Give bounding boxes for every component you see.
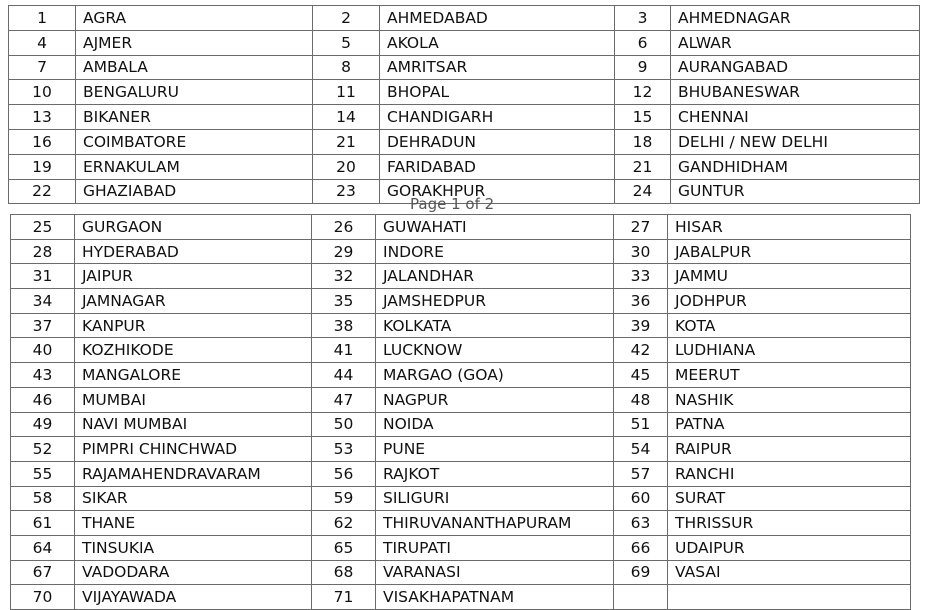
city-name: GUNTUR bbox=[671, 179, 920, 204]
page-break bbox=[0, 195, 925, 214]
table-row bbox=[11, 387, 911, 412]
table-row bbox=[9, 30, 920, 55]
city-table-top bbox=[8, 5, 920, 204]
city-number: 25 bbox=[11, 215, 75, 240]
city-name: CHANDIGARH bbox=[380, 105, 615, 130]
city-name: HISAR bbox=[668, 215, 911, 240]
table-row bbox=[11, 560, 911, 585]
city-number: 56 bbox=[312, 461, 376, 486]
city-name: JAMSHEDPUR bbox=[376, 289, 614, 314]
city-name: DELHI / NEW DELHI bbox=[671, 129, 920, 154]
city-number bbox=[614, 585, 668, 610]
city-number: 40 bbox=[11, 338, 75, 363]
city-name: NAGPUR bbox=[376, 387, 614, 412]
city-name: JAMNAGAR bbox=[75, 289, 312, 314]
city-name: LUDHIANA bbox=[668, 338, 911, 363]
table-row bbox=[11, 239, 911, 264]
city-name: KOZHIKODE bbox=[75, 338, 312, 363]
city-name: RANCHI bbox=[668, 461, 911, 486]
table-row bbox=[9, 129, 920, 154]
city-name: PATNA bbox=[668, 412, 911, 437]
city-name: BENGALURU bbox=[76, 80, 313, 105]
city-name: GURGAON bbox=[75, 215, 312, 240]
city-number: 71 bbox=[312, 585, 376, 610]
city-number: 66 bbox=[614, 535, 668, 560]
city-number: 35 bbox=[312, 289, 376, 314]
city-name: JAMMU bbox=[668, 264, 911, 289]
city-number: 52 bbox=[11, 437, 75, 462]
city-name: INDORE bbox=[376, 239, 614, 264]
city-number: 20 bbox=[313, 154, 380, 179]
city-number: 49 bbox=[11, 412, 75, 437]
table-row bbox=[9, 55, 920, 80]
city-name: VIJAYAWADA bbox=[75, 585, 312, 610]
city-number: 45 bbox=[614, 363, 668, 388]
city-number: 1 bbox=[9, 6, 76, 31]
city-number: 57 bbox=[614, 461, 668, 486]
city-name: THRISSUR bbox=[668, 511, 911, 536]
city-name: BIKANER bbox=[76, 105, 313, 130]
city-number: 50 bbox=[312, 412, 376, 437]
table-row bbox=[11, 511, 911, 536]
table-row bbox=[11, 535, 911, 560]
city-name: BHOPAL bbox=[380, 80, 615, 105]
city-number: 18 bbox=[615, 129, 671, 154]
city-name: MANGALORE bbox=[75, 363, 312, 388]
city-name: NAVI MUMBAI bbox=[75, 412, 312, 437]
city-number: 24 bbox=[615, 179, 671, 204]
city-number: 67 bbox=[11, 560, 75, 585]
city-name: RAJKOT bbox=[376, 461, 614, 486]
city-name: PUNE bbox=[376, 437, 614, 462]
table-row bbox=[11, 363, 911, 388]
city-name: DEHRADUN bbox=[380, 129, 615, 154]
city-name: HYDERABAD bbox=[75, 239, 312, 264]
city-number: 5 bbox=[313, 30, 380, 55]
table-row bbox=[11, 486, 911, 511]
city-number: 4 bbox=[9, 30, 76, 55]
city-name: BHUBANESWAR bbox=[671, 80, 920, 105]
city-number: 8 bbox=[313, 55, 380, 80]
city-name: CHENNAI bbox=[671, 105, 920, 130]
city-name: ERNAKULAM bbox=[76, 154, 313, 179]
city-name: AKOLA bbox=[380, 30, 615, 55]
city-name: GORAKHPUR bbox=[380, 179, 615, 204]
city-number: 19 bbox=[9, 154, 76, 179]
city-number: 30 bbox=[614, 239, 668, 264]
city-name: AURANGABAD bbox=[671, 55, 920, 80]
city-number: 27 bbox=[614, 215, 668, 240]
city-name: FARIDABAD bbox=[380, 154, 615, 179]
city-number: 58 bbox=[11, 486, 75, 511]
city-number: 59 bbox=[312, 486, 376, 511]
city-number: 36 bbox=[614, 289, 668, 314]
city-number: 37 bbox=[11, 313, 75, 338]
city-number: 3 bbox=[615, 6, 671, 31]
city-name: SILIGURI bbox=[376, 486, 614, 511]
table-row bbox=[11, 289, 911, 314]
city-number: 26 bbox=[312, 215, 376, 240]
city-name: MUMBAI bbox=[75, 387, 312, 412]
city-number: 14 bbox=[313, 105, 380, 130]
city-number: 34 bbox=[11, 289, 75, 314]
city-number: 69 bbox=[614, 560, 668, 585]
city-name: VADODARA bbox=[75, 560, 312, 585]
city-number: 32 bbox=[312, 264, 376, 289]
city-name: SURAT bbox=[668, 486, 911, 511]
city-number: 29 bbox=[312, 239, 376, 264]
city-number: 62 bbox=[312, 511, 376, 536]
city-name: KOLKATA bbox=[376, 313, 614, 338]
city-name: UDAIPUR bbox=[668, 535, 911, 560]
page-footer-fragment: Page 1 of 2 bbox=[410, 195, 495, 213]
table-row bbox=[11, 412, 911, 437]
city-number: 16 bbox=[9, 129, 76, 154]
city-name: RAJAMAHENDRAVARAM bbox=[75, 461, 312, 486]
city-number: 13 bbox=[9, 105, 76, 130]
city-number: 38 bbox=[312, 313, 376, 338]
city-name bbox=[668, 585, 911, 610]
city-name: GANDHIDHAM bbox=[671, 154, 920, 179]
city-number: 22 bbox=[9, 179, 76, 204]
city-name: THANE bbox=[75, 511, 312, 536]
city-number: 64 bbox=[11, 535, 75, 560]
city-number: 42 bbox=[614, 338, 668, 363]
city-name: NOIDA bbox=[376, 412, 614, 437]
city-number: 11 bbox=[313, 80, 380, 105]
city-number: 23 bbox=[313, 179, 380, 204]
city-number: 51 bbox=[614, 412, 668, 437]
city-name: LUCKNOW bbox=[376, 338, 614, 363]
city-name: SIKAR bbox=[75, 486, 312, 511]
table-row bbox=[11, 461, 911, 486]
city-number: 53 bbox=[312, 437, 376, 462]
city-number: 63 bbox=[614, 511, 668, 536]
table-row bbox=[11, 313, 911, 338]
table-row bbox=[11, 437, 911, 462]
city-name: GHAZIABAD bbox=[76, 179, 313, 204]
table-row bbox=[9, 154, 920, 179]
city-name: KOTA bbox=[668, 313, 911, 338]
city-number: 41 bbox=[312, 338, 376, 363]
city-number: 21 bbox=[615, 154, 671, 179]
city-name: TIRUPATI bbox=[376, 535, 614, 560]
city-name: THIRUVANANTHAPURAM bbox=[376, 511, 614, 536]
city-name: VARANASI bbox=[376, 560, 614, 585]
city-number: 46 bbox=[11, 387, 75, 412]
city-name: MARGAO (GOA) bbox=[376, 363, 614, 388]
city-number: 15 bbox=[615, 105, 671, 130]
city-number: 6 bbox=[615, 30, 671, 55]
city-name: GUWAHATI bbox=[376, 215, 614, 240]
table-row bbox=[11, 264, 911, 289]
table-row bbox=[9, 105, 920, 130]
city-number: 44 bbox=[312, 363, 376, 388]
city-number: 31 bbox=[11, 264, 75, 289]
city-number: 61 bbox=[11, 511, 75, 536]
city-number: 2 bbox=[313, 6, 380, 31]
city-table-bottom bbox=[10, 214, 911, 610]
city-number: 68 bbox=[312, 560, 376, 585]
city-name: COIMBATORE bbox=[76, 129, 313, 154]
city-number: 60 bbox=[614, 486, 668, 511]
table-row bbox=[11, 585, 911, 610]
city-number: 54 bbox=[614, 437, 668, 462]
city-number: 9 bbox=[615, 55, 671, 80]
city-name: AJMER bbox=[76, 30, 313, 55]
city-number: 7 bbox=[9, 55, 76, 80]
table-row bbox=[9, 6, 920, 31]
city-number: 48 bbox=[614, 387, 668, 412]
city-name: JALANDHAR bbox=[376, 264, 614, 289]
table-row bbox=[11, 215, 911, 240]
city-name: PIMPRI CHINCHWAD bbox=[75, 437, 312, 462]
city-number: 43 bbox=[11, 363, 75, 388]
city-number: 47 bbox=[312, 387, 376, 412]
city-number: 21 bbox=[313, 129, 380, 154]
city-number: 39 bbox=[614, 313, 668, 338]
city-name: VISAKHAPATNAM bbox=[376, 585, 614, 610]
city-number: 28 bbox=[11, 239, 75, 264]
city-name: ALWAR bbox=[671, 30, 920, 55]
city-name: JODHPUR bbox=[668, 289, 911, 314]
city-name: NASHIK bbox=[668, 387, 911, 412]
city-name: AMRITSAR bbox=[380, 55, 615, 80]
table-row bbox=[9, 80, 920, 105]
city-name: JAIPUR bbox=[75, 264, 312, 289]
city-name: AMBALA bbox=[76, 55, 313, 80]
city-number: 10 bbox=[9, 80, 76, 105]
city-number: 70 bbox=[11, 585, 75, 610]
city-number: 12 bbox=[615, 80, 671, 105]
city-number: 55 bbox=[11, 461, 75, 486]
city-name: KANPUR bbox=[75, 313, 312, 338]
city-number: 33 bbox=[614, 264, 668, 289]
city-name: AHMEDNAGAR bbox=[671, 6, 920, 31]
city-name: AGRA bbox=[76, 6, 313, 31]
city-name: JABALPUR bbox=[668, 239, 911, 264]
table-row bbox=[11, 338, 911, 363]
city-name: MEERUT bbox=[668, 363, 911, 388]
city-name: TINSUKIA bbox=[75, 535, 312, 560]
city-number: 65 bbox=[312, 535, 376, 560]
city-name: RAIPUR bbox=[668, 437, 911, 462]
city-name: AHMEDABAD bbox=[380, 6, 615, 31]
city-name: VASAI bbox=[668, 560, 911, 585]
